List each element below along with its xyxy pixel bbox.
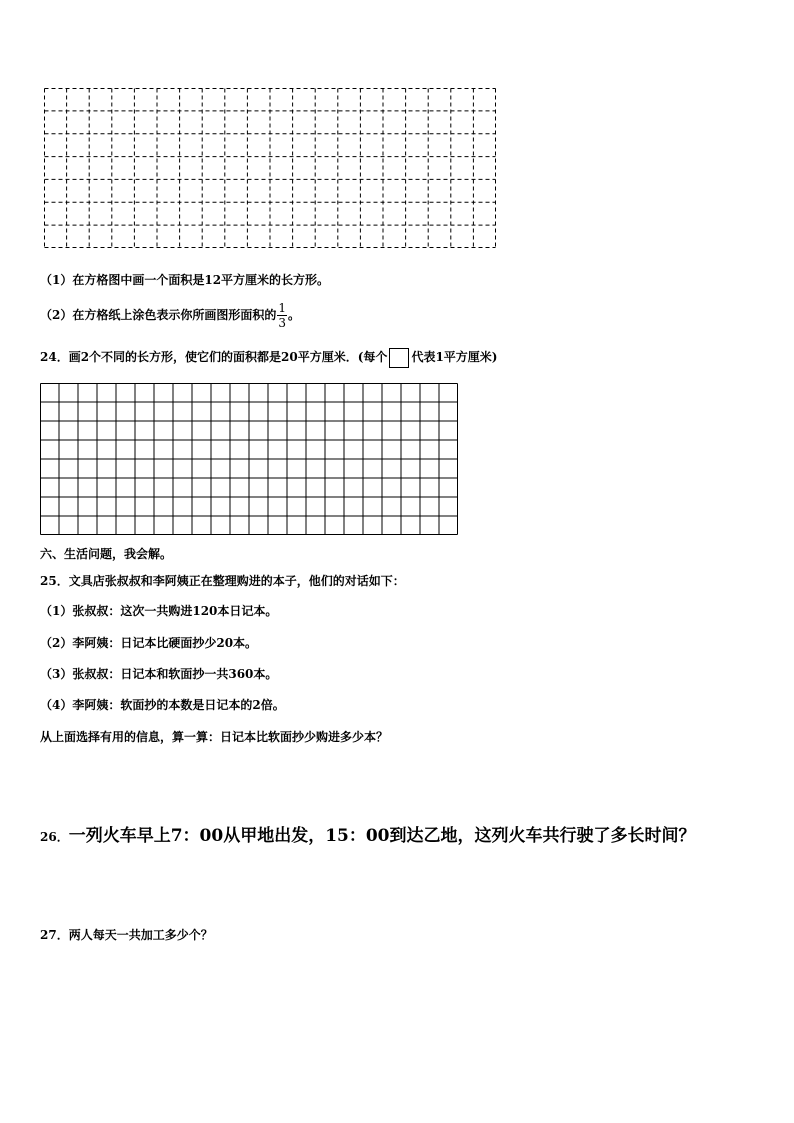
q25-item: （3）张叔叔：日记本和软面抄一共360本。 (40, 667, 278, 681)
q25-item: （1）张叔叔：这次一共购进120本日记本。 (40, 604, 278, 618)
q23-part2 (40, 300, 300, 330)
q25-stem: 25．文具店张叔叔和李阿姨正在整理购进的本子，他们的对话如下： (40, 574, 405, 588)
q26 (40, 825, 696, 848)
fraction (277, 301, 287, 330)
q24-text-after: 代表1平方厘米) (411, 350, 498, 364)
q25-item: （2）李阿姨：日记本比硬面抄少20本。 (40, 636, 258, 650)
q26-number: 26． (40, 830, 69, 844)
fraction-denominator: 3 (278, 316, 286, 330)
q25-item: （4）李阿姨：软面抄的本数是日记本的2倍。 (40, 698, 285, 712)
q24-text-before: 24．画2个不同的长方形，使它们的面积都是20平方厘米．(每个 (40, 350, 388, 364)
dashed-grid (44, 88, 496, 248)
fraction-numerator: 1 (278, 301, 286, 315)
q23-part2-end: 。 (288, 308, 301, 322)
unit-square-icon (389, 348, 409, 368)
q24-stem (40, 346, 497, 368)
q25-question: 从上面选择有用的信息，算一算：日记本比软面抄少购进多少本？ (40, 730, 389, 744)
q26-text: 一列火车早上7：00从甲地出发，15：00到达乙地，这列火车共行驶了多长时间？ (68, 826, 696, 846)
solid-grid (40, 383, 458, 535)
q23-part2-text: （2）在方格纸上涂色表示你所画图形面积的 (40, 308, 277, 322)
q23-part1: （1）在方格图中画一个面积是12平方厘米的长方形。 (40, 273, 330, 287)
section-heading: 六、生活问题，我会解。 (40, 547, 173, 561)
q27: 27．两人每天一共加工多少个？ (40, 928, 213, 942)
